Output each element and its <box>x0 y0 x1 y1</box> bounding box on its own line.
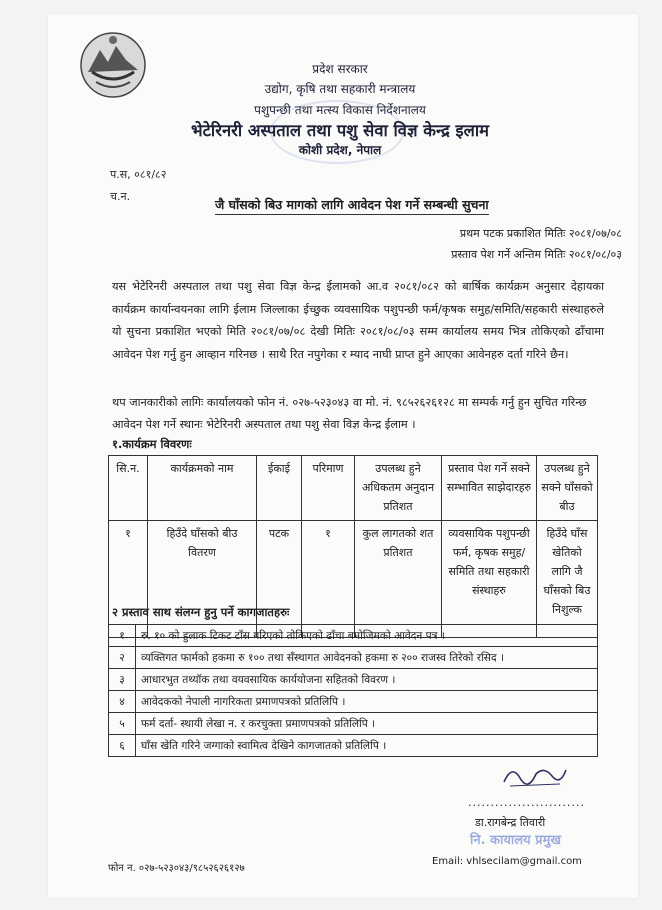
cell-seed: हिउँदे घाँस खेतिको लागि जै घाँसको बिउ निशुल्क <box>537 521 598 638</box>
doc-text: व्यक्तिगत फार्मको हकमा रु १०० तथा सँस्थागत आवेदनको हकमा रु २०० राजस्व तिरेको रसिद । <box>136 647 598 669</box>
col-header-seed: उपलब्ध हुने सक्ने घाँसको बीउ <box>537 456 598 521</box>
doc-text: रु. १० को हुलाक टिकट टाँस गरिएको तोकिएको ढाँचा बमोजिमको आवेदन पत्र । <box>136 625 598 647</box>
ref-cn: च.न. <box>110 190 131 203</box>
signatory-name: डा.रागबेन्द्र तिवारी <box>475 816 546 829</box>
cell-quantity: १ <box>302 521 355 638</box>
section-1-title: १.कार्यक्रम विवरणः <box>112 437 192 451</box>
documents-table <box>108 624 598 757</box>
col-header-program: कार्यक्रमको नाम <box>148 456 257 521</box>
col-header-unit: ईकाई <box>257 456 302 521</box>
header-line-1: प्रदेश सरकार <box>312 62 368 76</box>
signature-mark <box>500 760 570 790</box>
table-row <box>109 625 598 647</box>
doc-text: फर्म दर्ता- स्थायी लेखा न. र करचुक्ता प्रमाणपत्रको प्रतिलिपि । <box>136 713 598 735</box>
col-header-quantity: परिमाण <box>302 456 355 521</box>
cell-program: हिउँदे घाँसको बीउ वितरण <box>148 521 257 638</box>
doc-number: ३ <box>109 669 136 691</box>
cell-subsidy: कुल लागतको शत प्रतिशत <box>355 521 442 638</box>
cell-sn: १ <box>109 521 148 638</box>
office-title: भेटेरिनरी अस्पताल तथा पशु सेवा विज्ञ केन्द्र इलाम <box>191 121 489 140</box>
office-email: Email: vhlsecilam@gmail.com <box>432 856 582 867</box>
section-2-title: २ प्रस्ताव साथ संलग्न हुनु पर्ने कागजातहरुः <box>112 605 290 619</box>
doc-number: १ <box>109 625 136 647</box>
contact-paragraph: थप जानकारीको लागिः कार्यालयको फोन नं. ०२७-५२३०४३ वा मो. नं. ९८५२६२६१२८ मा सम्पर्क गर्नु हुन सुचित गरिन्छ आवेदन पेश गर्ने स्थानः भेटेरिनरी अस्पताल तथा पशु सेवा विज्ञ केन्द्र ईलाम । <box>112 396 587 431</box>
col-header-subsidy: उपलब्ध हुने अधिकतम अनुदान प्रतिशत <box>355 456 442 521</box>
signature-line: .......................... <box>468 796 585 809</box>
table-row <box>109 713 598 735</box>
doc-text: आवेदकको नेपाली नागरिकता प्रमाणपत्रको प्रतिलिपि । <box>136 691 598 713</box>
doc-text: आधारभुत तथ्यॉक तथा वयवसायिक कार्ययोजना सहितको विवरण । <box>136 669 598 691</box>
table-row <box>109 691 598 713</box>
header-line-2: उद्योग, कृषि तथा सहकारी मन्त्रालय <box>264 82 416 96</box>
ref-ps: प.स, ०८१/८२ <box>110 168 167 181</box>
office-phone: फोन न. ०२७-५२३०४३/९८५२६२६१२७ <box>108 863 245 874</box>
doc-text: घाँस खेति गरिने जग्गाको स्वामित्व देखिने कागजातको प्रतिलिपि । <box>136 735 598 757</box>
program-table-header <box>109 456 598 521</box>
col-header-sn: सि.न. <box>109 456 148 521</box>
col-header-partners: प्रस्ताव पेश गर्ने सक्ने सम्भावित साझेदारहरु <box>442 456 537 521</box>
doc-number: ५ <box>109 713 136 735</box>
table-row <box>109 669 598 691</box>
signatory-title-stamp: नि. कायालय प्रमुख <box>470 833 561 848</box>
deadline-date: प्रस्ताव पेश गर्ने अन्तिम मितिः २०८१/०८/०३ <box>451 248 622 261</box>
province-line: कोशी प्रदेश, नेपाल <box>298 143 382 157</box>
body-paragraph: यस भेटेरिनरी अस्पताल तथा पशु सेवा विज्ञ केन्द्र ईलामको आ.व २०८१/०८२ को बार्षिक कार्यक्रम अनुसार देहायका कार्यक्रम कार्यान्वयनका लागि ईलाम जिल्लाका ईच्छुक व्यवसायिक पशुपन्छी फर्म/कृषक समुह/समिति/सहकारी संस्थाहरुले यो सुचना प्रकाशित भएको मिति २०८१/०७/०८ देखी मितिः २०८१/०८/०३ सम्म कार्यालय समय भित्र तोकिएको ढाँचामा आवेदन पेश गर्नु हुन आव्हान गरिनछ । साथै रित नपुगेका र म्याद नाघी प्राप्त हुने आएका आवेनहरु दर्ता गरिने छैन। <box>112 280 604 361</box>
table-row <box>109 735 598 757</box>
cell-unit: पटक <box>257 521 302 638</box>
nepal-emblem-icon <box>78 30 148 100</box>
header-line-3: पशुपन्छी तथा मत्स्य विकास निर्देशनालय <box>254 103 426 117</box>
doc-number: ४ <box>109 691 136 713</box>
published-date: प्रथम पटक प्रकाशित मितिः २०८१/०७/०८ <box>459 227 622 240</box>
cell-partners: व्यवसायिक पशुपन्छी फर्म, कृषक समुह/समिति तथा सहकारी संस्थाहरु <box>442 521 537 638</box>
table-row <box>109 647 598 669</box>
office-stamp <box>270 100 404 164</box>
doc-number: ६ <box>109 735 136 757</box>
notice-subject: जै घाँसको बिउ मागको लागि आवेदन पेश गर्ने सम्बन्धी सुचना <box>215 196 489 215</box>
doc-number: २ <box>109 647 136 669</box>
